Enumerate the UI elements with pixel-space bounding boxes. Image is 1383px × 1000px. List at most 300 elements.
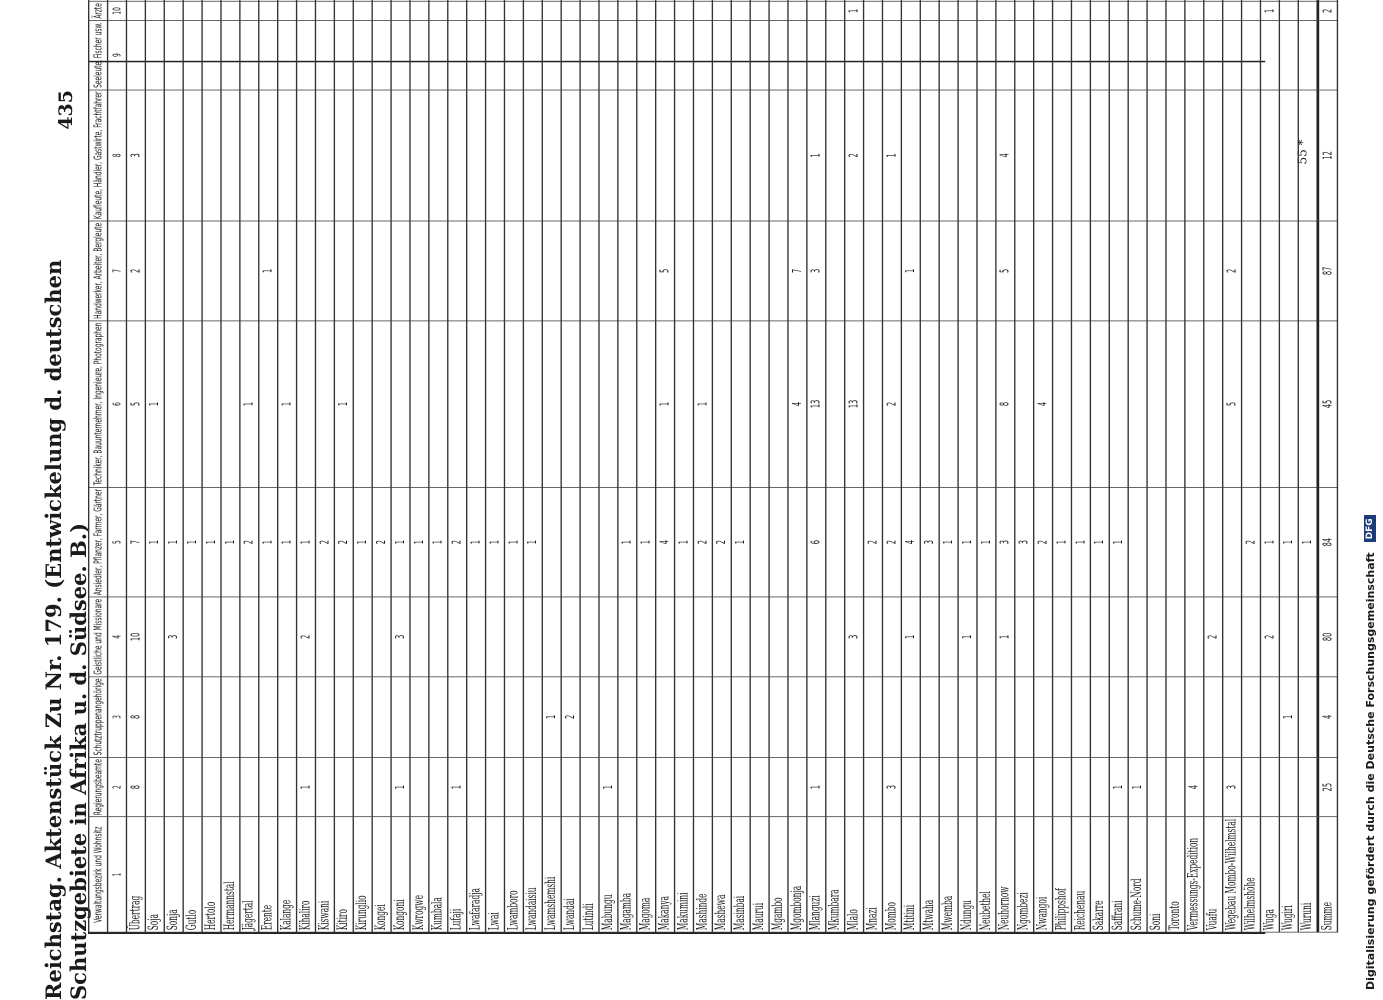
table-cell: 3: [391, 597, 410, 676]
table-cell: 2: [882, 487, 901, 597]
table-cell: [183, 757, 202, 817]
table-row: [731, 0, 750, 932]
table-cell: [202, 221, 221, 321]
table-cell: [807, 1, 826, 20]
table-cell: [1223, 487, 1242, 597]
place-name: Mtwaha: [920, 817, 939, 932]
table-cell: 1: [996, 597, 1015, 676]
table-cell: [1034, 597, 1053, 676]
table-cell: 8: [126, 677, 145, 758]
place-name: Wuruni: [1298, 817, 1318, 932]
table-cell: [467, 321, 486, 487]
place-name: Soja: [145, 817, 164, 932]
table-cell: [1223, 90, 1242, 221]
table-cell: [1147, 597, 1166, 676]
table-cell: [864, 90, 883, 221]
table-cell: [750, 0, 769, 1]
table-cell: [561, 597, 580, 676]
table-body: [126, 0, 1337, 932]
table-cell: [675, 677, 694, 758]
population-table: [88, 0, 1338, 933]
table-cell: [164, 21, 183, 90]
table-cell: [864, 321, 883, 487]
table-row: [126, 0, 145, 932]
table-cell: [1053, 321, 1072, 487]
table-row: [391, 0, 410, 932]
table-cell: 87: [1318, 221, 1338, 321]
table-cell: [1166, 597, 1185, 676]
table-row: [429, 0, 448, 932]
table-cell: 1: [221, 487, 240, 597]
column-number: 10: [108, 1, 127, 20]
column-header: Geistliche und Missionare: [89, 597, 108, 676]
table-row: [297, 0, 316, 932]
table-cell: [901, 90, 920, 221]
table-row: [259, 0, 278, 932]
table-cell: 1: [486, 487, 505, 597]
table-row: [618, 0, 637, 932]
table-cell: [1128, 0, 1147, 1]
table-cell: [1166, 677, 1185, 758]
table-cell: [164, 677, 183, 758]
table-cell: 3: [1015, 487, 1034, 597]
table-cell: [1015, 757, 1034, 817]
table-cell: [1242, 321, 1261, 487]
place-name: Wilhelmshöhe: [1242, 817, 1261, 932]
table-cell: [1318, 0, 1338, 1]
table-row: [315, 0, 334, 932]
table-cell: [807, 597, 826, 676]
table-cell: [769, 757, 788, 817]
table-cell: [1071, 221, 1090, 321]
place-header: Verwaltungsbezirk und Wohnsitz: [89, 817, 108, 932]
table-cell: [656, 677, 675, 758]
table-cell: [1185, 221, 1204, 321]
table-cell: [769, 487, 788, 597]
table-cell: [542, 321, 561, 487]
table-cell: [523, 597, 542, 676]
table-cell: [731, 677, 750, 758]
table-cell: [1242, 21, 1261, 90]
table-cell: [278, 90, 297, 221]
table-cell: [769, 0, 788, 1]
table-cell: [1242, 597, 1261, 676]
table-cell: [939, 1, 958, 20]
table-cell: [391, 1, 410, 20]
table-cell: [523, 21, 542, 90]
table-cell: [675, 21, 694, 90]
table-cell: [977, 757, 996, 817]
table-cell: [826, 677, 845, 758]
place-name: Nwangoi: [1034, 817, 1053, 932]
place-name: Hertolo: [202, 817, 221, 932]
place-name: Kitiro: [334, 817, 353, 932]
table-row: [882, 0, 901, 932]
table-cell: [372, 21, 391, 90]
table-cell: 1: [297, 757, 316, 817]
column-number: [108, 0, 127, 1]
table-cell: [712, 221, 731, 321]
table-cell: [1147, 21, 1166, 90]
table-cell: [391, 21, 410, 90]
table-cell: [240, 597, 259, 676]
table-cell: [901, 1, 920, 20]
page-number: 435: [55, 90, 77, 130]
table-cell: [429, 90, 448, 221]
table-cell: 4: [656, 487, 675, 597]
table-cell: [1071, 677, 1090, 758]
place-name: Philippshof: [1053, 817, 1072, 932]
place-name: Mlanguzi: [807, 817, 826, 932]
table-cell: 1: [599, 757, 618, 817]
table-cell: [750, 321, 769, 487]
table-cell: [693, 90, 712, 221]
place-name: Mgambo: [769, 817, 788, 932]
table-cell: [712, 757, 731, 817]
table-cell: [1109, 1, 1128, 20]
table-cell: [882, 21, 901, 90]
table-cell: 4: [1185, 757, 1204, 817]
table-row: [561, 0, 580, 932]
table-cell: [1015, 677, 1034, 758]
table-cell: 3: [1223, 757, 1242, 817]
table-cell: [542, 487, 561, 597]
place-name: Makanya: [656, 817, 675, 932]
table-cell: [599, 90, 618, 221]
table-cell: [523, 1, 542, 20]
table-cell: [372, 597, 391, 676]
table-cell: [334, 1, 353, 20]
table-cell: [1071, 1, 1090, 20]
table-cell: 1: [977, 487, 996, 597]
table-cell: [221, 0, 240, 1]
table-cell: [334, 0, 353, 1]
table-cell: [1204, 487, 1223, 597]
place-name: Lwamshemshi: [542, 817, 561, 932]
table-cell: [1090, 677, 1109, 758]
table-row: [656, 0, 675, 932]
table-cell: [164, 1, 183, 20]
table-cell: 3: [920, 487, 939, 597]
table-row: [826, 0, 845, 932]
table-cell: [315, 597, 334, 676]
table-cell: [1242, 0, 1261, 1]
place-name: Lwafaradja: [467, 817, 486, 932]
place-name: Übertrag: [126, 817, 145, 932]
place-name: Makumini: [675, 817, 694, 932]
table-cell: [599, 1, 618, 20]
table-cell: [334, 677, 353, 758]
table-cell: [278, 677, 297, 758]
table-cell: [807, 677, 826, 758]
table-cell: [1279, 1, 1298, 20]
table-cell: 5: [126, 321, 145, 487]
table-cell: 1: [467, 487, 486, 597]
table-cell: [939, 757, 958, 817]
table-cell: [656, 21, 675, 90]
table-row: [1166, 0, 1185, 932]
table-cell: [145, 597, 164, 676]
table-cell: [467, 221, 486, 321]
table-cell: [372, 0, 391, 1]
table-cell: 1: [1053, 487, 1072, 597]
table-cell: [731, 1, 750, 20]
table-cell: [297, 1, 316, 20]
table-cell: [486, 0, 505, 1]
table-cell: [1128, 221, 1147, 321]
place-name: Mgombonja: [788, 817, 807, 932]
table-cell: [637, 597, 656, 676]
table-cell: [297, 321, 316, 487]
table-cell: 4: [996, 90, 1015, 221]
table-cell: 1: [259, 221, 278, 321]
table-cell: [126, 0, 145, 1]
place-name: Magoma: [637, 817, 656, 932]
place-name: Mkumbara: [826, 817, 845, 932]
place-name: Hermannstal: [221, 817, 240, 932]
table-cell: [353, 90, 372, 221]
table-cell: [486, 321, 505, 487]
table-cell: [693, 1, 712, 20]
table-cell: [1260, 677, 1279, 758]
table-cell: [221, 757, 240, 817]
table-cell: [410, 221, 429, 321]
table-cell: 2: [882, 321, 901, 487]
document-title: Reichstag. Aktenstück Zu Nr. 179. (Entwickelung d. deutschen Schutzgebiete in Afrika u. d. Südsee. B.): [41, 259, 91, 1000]
table-cell: [1053, 21, 1072, 90]
table-cell: [561, 0, 580, 1]
table-cell: [1298, 221, 1318, 321]
table-cell: [1260, 0, 1279, 1]
table-cell: [1128, 677, 1147, 758]
table-cell: [637, 757, 656, 817]
table-cell: [807, 0, 826, 1]
table-row: [845, 0, 864, 932]
table-cell: [769, 597, 788, 676]
table-cell: 2: [126, 221, 145, 321]
table-cell: [920, 21, 939, 90]
column-number: 4: [108, 597, 127, 676]
table-cell: [1128, 487, 1147, 597]
table-cell: [618, 597, 637, 676]
table-cell: 2: [315, 487, 334, 597]
table-row: [864, 0, 883, 932]
table-cell: [504, 321, 523, 487]
table-cell: [504, 90, 523, 221]
table-cell: [486, 757, 505, 817]
table-cell: [1015, 0, 1034, 1]
table-cell: 1: [410, 487, 429, 597]
table-cell: 3: [807, 221, 826, 321]
table-row: [1090, 0, 1109, 932]
table-cell: [712, 321, 731, 487]
table-row: [712, 0, 731, 932]
table-cell: [826, 0, 845, 1]
table-cell: [467, 757, 486, 817]
table-cell: [1090, 321, 1109, 487]
table-cell: [202, 21, 221, 90]
table-cell: [259, 677, 278, 758]
table-cell: 1: [1071, 487, 1090, 597]
table-cell: [183, 1, 202, 20]
table-cell: [637, 21, 656, 90]
table-cell: [826, 221, 845, 321]
table-cell: [996, 757, 1015, 817]
table-cell: [882, 221, 901, 321]
table-cell: [334, 597, 353, 676]
table-cell: 8: [126, 757, 145, 817]
table-cell: 7: [788, 221, 807, 321]
table-cell: [599, 677, 618, 758]
table-row: [675, 0, 694, 932]
table-cell: 13: [845, 321, 864, 487]
table-cell: [637, 221, 656, 321]
table-cell: 1: [693, 321, 712, 487]
table-row: [372, 0, 391, 932]
table-cell: [769, 321, 788, 487]
table-cell: 1: [807, 90, 826, 221]
column-number: 8: [108, 90, 127, 221]
table-cell: [353, 21, 372, 90]
table-row: [278, 0, 297, 932]
table-cell: [788, 0, 807, 1]
table-cell: [996, 21, 1015, 90]
table-cell: [467, 0, 486, 1]
place-name: Toronto: [1166, 817, 1185, 932]
place-name: Kihaliro: [297, 817, 316, 932]
table-cell: [240, 757, 259, 817]
table-cell: [958, 677, 977, 758]
table-cell: 1: [145, 487, 164, 597]
table-cell: [259, 757, 278, 817]
funding-text: Digitalisierung gefördert durch die Deutsche Forschungsgemeinschaft: [1363, 552, 1377, 990]
table-cell: [712, 597, 731, 676]
table-cell: [599, 0, 618, 1]
table-cell: [1242, 221, 1261, 321]
table-cell: [1147, 1, 1166, 20]
table-cell: [202, 90, 221, 221]
table-cell: [1204, 1, 1223, 20]
table-row: [410, 0, 429, 932]
table-cell: [1034, 677, 1053, 758]
table-cell: [542, 1, 561, 20]
table-cell: [731, 321, 750, 487]
table-cell: [297, 0, 316, 1]
table-cell: 3: [996, 487, 1015, 597]
table-cell: 1: [637, 487, 656, 597]
table-cell: [202, 1, 221, 20]
table-cell: [1279, 757, 1298, 817]
table-cell: [1279, 0, 1298, 1]
table-cell: 7: [126, 487, 145, 597]
table-cell: [145, 21, 164, 90]
table-cell: 10: [126, 597, 145, 676]
table-cell: 13: [807, 321, 826, 487]
table-row: [448, 0, 467, 932]
table-cell: [410, 677, 429, 758]
table-cell: [599, 487, 618, 597]
table-cell: [561, 221, 580, 321]
place-name: Vermessungs-Expedition: [1185, 817, 1204, 932]
table-cell: [221, 221, 240, 321]
table-cell: [1185, 321, 1204, 487]
table-cell: 3: [882, 757, 901, 817]
table-cell: [675, 597, 694, 676]
place-name: Neuhornow: [996, 817, 1015, 932]
table-cell: [637, 90, 656, 221]
table-cell: [675, 221, 694, 321]
table-cell: 2: [1318, 1, 1338, 20]
table-cell: [580, 677, 599, 758]
table-cell: [637, 677, 656, 758]
table-cell: [561, 21, 580, 90]
table-cell: [599, 321, 618, 487]
table-cell: [788, 757, 807, 817]
table-cell: [618, 1, 637, 20]
table-cell: [372, 677, 391, 758]
table-cell: [1053, 0, 1072, 1]
table-cell: [996, 677, 1015, 758]
place-name: Vuafu: [1204, 817, 1223, 932]
table-cell: [410, 1, 429, 20]
column-header: Ansiedler, Pflanzer, Farmer, Gärtner: [89, 487, 108, 597]
table-cell: [353, 221, 372, 321]
table-cell: [939, 597, 958, 676]
table-cell: [1260, 21, 1279, 90]
table-cell: 2: [693, 487, 712, 597]
table-row: [1053, 0, 1072, 932]
place-name: Lwandaisiu: [523, 817, 542, 932]
table-cell: [202, 0, 221, 1]
table-cell: [599, 21, 618, 90]
table-cell: [523, 221, 542, 321]
place-name: Mlalo: [845, 817, 864, 932]
table-row: [334, 0, 353, 932]
table-cell: [561, 757, 580, 817]
table-cell: [675, 1, 694, 20]
table-cell: [486, 677, 505, 758]
table-cell: [675, 757, 694, 817]
column-number: 9: [108, 21, 127, 90]
place-name: Mashinde: [693, 817, 712, 932]
table-cell: [864, 677, 883, 758]
table-cell: [523, 321, 542, 487]
table-row: [788, 0, 807, 932]
table-cell: [1128, 597, 1147, 676]
table-cell: [1090, 757, 1109, 817]
table-cell: [977, 677, 996, 758]
table-cell: [467, 1, 486, 20]
table-cell: [826, 487, 845, 597]
table-cell: [750, 21, 769, 90]
column-number: 5: [108, 487, 127, 597]
table-cell: 1: [240, 321, 259, 487]
table-cell: [297, 90, 316, 221]
table-cell: 1: [504, 487, 523, 597]
table-cell: [259, 0, 278, 1]
table-row: [1071, 0, 1090, 932]
table-cell: 1: [334, 321, 353, 487]
column-number: 3: [108, 677, 127, 758]
place-name: Summe: [1318, 817, 1338, 932]
table-cell: [240, 21, 259, 90]
table-cell: [580, 90, 599, 221]
table-cell: [391, 321, 410, 487]
table-cell: [542, 21, 561, 90]
table-cell: [467, 90, 486, 221]
place-name: Wugiri: [1279, 817, 1298, 932]
table-cell: 1: [807, 757, 826, 817]
